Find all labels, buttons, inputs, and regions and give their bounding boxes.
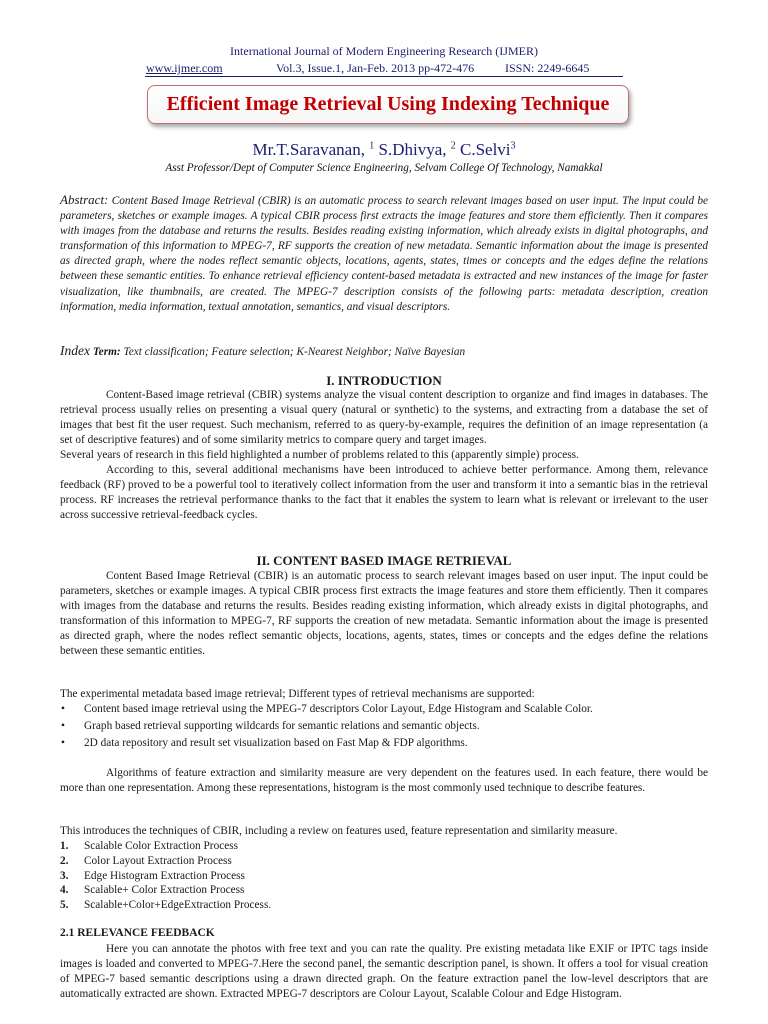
section-1-paragraph-2: Several years of research in this field highlighted a number of problems related to this (apparently simple) process.	[60, 449, 579, 461]
subsection-2-1-paragraph: Here you can annotate the photos with free text and you can rate the quality. Pre existing metadata like EXIF or IPTC tags inside images is loaded and converted to MPEG-7.Here the second panel, the semantic description panel, is shown. It offers a tool for visual creation of MPEG-7 based semantic descriptions using a drawn directed graph. On the feature extraction panel the low-level descriptors that are automatically extracted are shown. Extracted MPEG-7 descriptors are Colour Layout, Scalable Colour and Edge Histogram.	[60, 943, 708, 1000]
author-1: Mr.T.Saravanan,	[252, 140, 365, 159]
author-2-marker: 1	[369, 140, 375, 152]
author-2: S.Dhivya,	[378, 140, 447, 159]
list-item: 4. Scalable+ Color Extraction Process	[60, 884, 245, 897]
section-2-paragraph-3: Algorithms of feature extraction and similarity measure are very dependent on the features used. In each feature, there would be more than one representation. Among these representations, histogram is the most commonly used technique to describe features.	[60, 767, 708, 794]
section-2-algorithms	[60, 766, 708, 796]
section-2-intro	[60, 687, 708, 702]
section-1-paragraph-3: According to this, several additional mechanisms have been introduced to achieve better performance. Among them, relevance feedback (RF) proved to be a powerful tool to iteratively collect information from the user and transform it into a semantic bias in the retrieval process. RF increases the retrieval performance thanks to the fact that it enables the system to learn what is relevant or irrelevant to the user across successive retrieval-feedback cycles.	[60, 464, 708, 521]
author-3: C.Selvi	[459, 140, 511, 159]
section-2-paragraph-1: Content Based Image Retrieval (CBIR) is an automatic process to search relevant images based on user input. The input could be parameters, sketches or example images. A typical CBIR process first extracts the image features and store them efficiently. Then it compares with images from the database and returns the results. Besides reading existing information, which already exists in digital photographs, and transformation of this information to MPEG-7, RF supports the creation of new metadata. Semantic information about the image is presented as directed graph, where the nodes reflect semantic objects, locations, agents, states, times or concepts and the edges define the relations between these semantic entities.	[60, 570, 708, 657]
list-item: 5. Scalable+Color+EdgeExtraction Process.	[60, 899, 272, 912]
index-terms	[60, 343, 708, 359]
section-2-paragraph-4: This introduces the techniques of CBIR, including a review on features used, feature representation and similarity measure.	[60, 825, 618, 837]
list-item: 1. Scalable Color Extraction Process	[60, 840, 239, 852]
volume-info: Vol.3, Issue.1, Jan-Feb. 2013 pp-472-476	[276, 61, 475, 75]
abstract-label: Abstract:	[60, 192, 109, 207]
title-box	[147, 85, 629, 124]
retrieval-mechanisms-list	[60, 702, 708, 753]
index-label: Index	[60, 343, 90, 358]
section-2-techniques	[60, 824, 708, 839]
list-item: • Content based image retrieval using the MPEG-7 descriptors Color Layout, Edge Histogram and Scalable Color.	[61, 703, 593, 715]
list-item: 3. Edge Histogram Extraction Process	[60, 869, 245, 882]
section-1-paragraph-1: Content-Based image retrieval (CBIR) systems analyze the visual content description to organize and find images in databases. The retrieval process usually relies on presenting a visual query (natural or synthetic) to the systems, and extracting from a database the set of images that best fit the user request. Such mechanism, referred to as query-by-example, requires the definition of an image representation (a set of descriptive features) and of some similarity metrics to compare query and target images.	[60, 389, 708, 446]
list-item: • Graph based retrieval supporting wildcards for semantic relations and semantic objects.	[61, 720, 480, 732]
affiliation: Asst Professor/Dept of Computer Science Engineering, Selvam College Of Technology, Namakkal	[165, 162, 603, 174]
section-2-heading: II. CONTENT BASED IMAGE RETRIEVAL	[256, 553, 512, 568]
subsection-2-1-body	[60, 942, 708, 1002]
list-item: • 2D data repository and result set visualization based on Fast Map & FDP algorithms.	[61, 737, 468, 749]
journal-name: International Journal of Modern Engineering Research (IJMER)	[230, 44, 538, 58]
header-rule	[145, 76, 623, 77]
section-1-heading: I. INTRODUCTION	[326, 373, 442, 388]
author-3-suffix: 3	[510, 140, 516, 152]
extraction-process-list	[60, 839, 708, 913]
bullet-icon: •	[61, 703, 65, 715]
abstract	[60, 192, 708, 315]
bullet-icon: •	[61, 720, 65, 732]
index-terms-text: Text classification; Feature selection; K-Nearest Neighbor; Naïve Bayesian	[123, 346, 466, 358]
issn-info: ISSN: 2249-6645	[505, 61, 590, 75]
section-2-body	[60, 569, 708, 659]
subsection-2-1-heading: 2.1 RELEVANCE FEEDBACK	[60, 927, 215, 939]
author-3-marker: 2	[450, 140, 456, 152]
section-1-body	[60, 388, 708, 523]
author-line	[0, 140, 768, 160]
paper-title: Efficient Image Retrieval Using Indexing Technique	[166, 93, 610, 115]
journal-url-link[interactable]: www.ijmer.com	[146, 61, 223, 75]
abstract-text: Content Based Image Retrieval (CBIR) is an automatic process to search relevant images based on user input. The input could be parameters, sketches or example images. A typical CBIR process first extracts the image features and store them efficiently. Then it compares with images from the database and returns the results. Besides reading existing information, which already exists in digital photographs, and transformation of this information to MPEG-7, RF supports the creation of new metadata. Semantic information about the image is presented as directed graph, where the nodes reflect semantic objects, locations, agents, states, times or concepts and the edges define the relations between these semantic entities. To enhance retrieval efficiency content-based metadata is extracted and new instances of the image for faster visualization, like thumbnails, are created. The MPEG-7 description consists of the following parts: metadata description, creation information, media information, textual annotation, semantics, and visual descriptors.	[60, 195, 708, 313]
term-label: Term:	[92, 346, 121, 358]
bullet-icon: •	[61, 737, 65, 749]
section-2-paragraph-2: The experimental metadata based image retrieval; Different types of retrieval mechanisms are supported:	[60, 688, 535, 700]
list-item: 2. Color Layout Extraction Process	[60, 854, 232, 867]
